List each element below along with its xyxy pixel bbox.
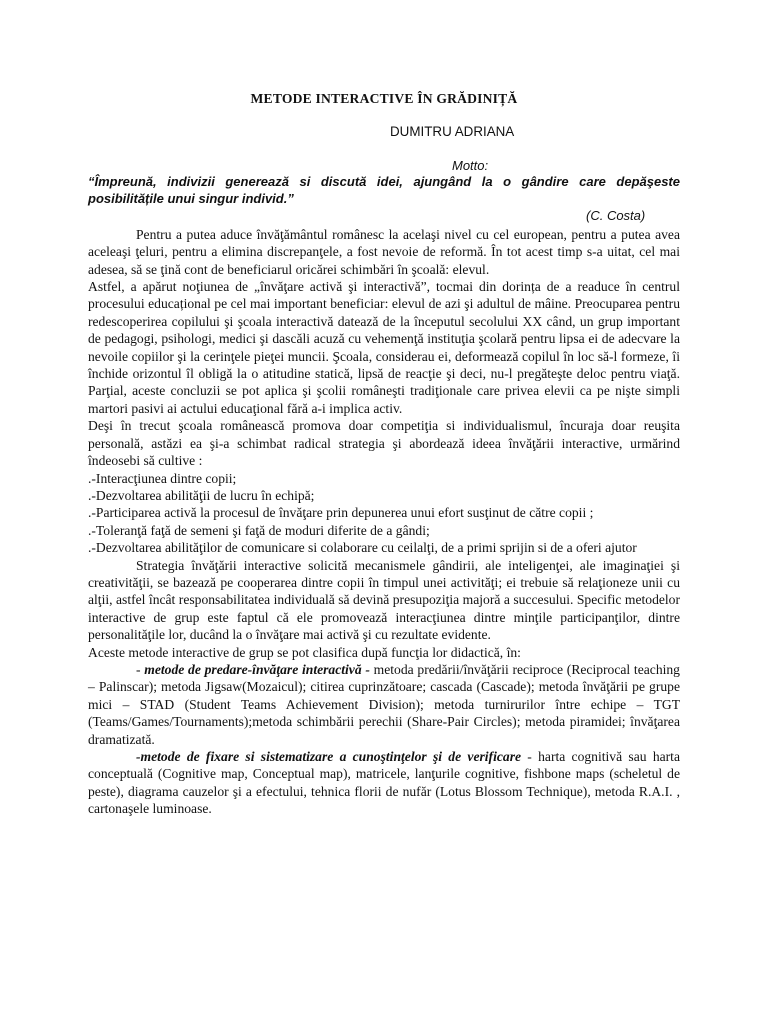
paragraph-reform: Pentru a putea aduce învăţământul românesc la acelaşi nivel cu cel european, pentru a putea avea aceleaşi ţeluri, pentru a elimina discrepanţele, a fost nevoie de reformă. În tot acest timp s-a uitat, cel mai adesea, să se ţină cont de beneficiarul oricărei schimbări în şcoală: elevul.: [88, 226, 680, 277]
list-item: .-Dezvoltarea abilităţilor de comunicare si colaborare cu ceilalţi, de a primi sprijin si de a oferi ajutor: [88, 540, 637, 556]
motto-text: “Împreună, indivizii generează si discută idei, ajungând la o gândire care depăşeste posibilitățile unui singur individ.”: [88, 174, 680, 206]
method-group-fixing: [88, 748, 680, 818]
list-item: .-Dezvoltarea abilităţii de lucru în echipă;: [88, 487, 315, 503]
paragraph-strategy: Strategia învăţării interactive solicită mecanismele gândirii, ale inteligenţei, ale imaginaţiei şi creativităţii, se bazează pe cooperarea dintre copii în timpul unei activităţi; ei trebuie să relaţioneze unii cu alţii, astfel încât responsabilitatea individuală să devină presupoziţia majoră a succesului. Specific metodelor interactive de grup este faptul că ele promovează interacţiunea dintre minţile participanţilor, dintre personalităţile lor, ducând la o învăţare mai activă şi cu rezultate evidente.: [88, 557, 680, 643]
method-group-prefix: -: [136, 661, 145, 677]
list-item: .-Participarea activă la procesul de învăţare prin depunerea unui efort susţinut de către copii ;: [88, 505, 594, 521]
author-name: DUMITRU ADRIANA: [390, 124, 515, 140]
method-group-heading: -metode de fixare si sistematizare a cunoştinţelor şi de verificare: [136, 749, 522, 764]
motto-source: (C. Costa): [586, 208, 646, 224]
method-group-teaching: [88, 661, 680, 748]
paragraph-active-learning: Astfel, a apărut noţiunea de „învăţare activă şi interactivă”, tocmai din dorința de a readuce în centrul procesului educațional pe cel mai important beneficiar: elevul de azi şi adultul de mâine. Preocuparea pentru redescoperirea copilului şi şcoala interactivă datează de la începutul secolului XX când, un grup important de pedagogi, psihologi, medici şi dascăli acuză cu vehemenţă instituţia şcolară pentru lipsa ei de adecvare la nevoile copiilor şi la cerinţele pieţei muncii. Şcoala, considerau ei, deformează copilul în loc să-l formeze, îi închide orizontul îl obligă la o atitudine statică, lipsă de reacţie şi deci, nu-l pregăteşte deloc pentru viaţă. Parţial, aceste concluzii se pot aplica şi şcolii româneşti tradiţionale care privea elevii ca pe nişte simpli martori pasivi ai actului educaţional fără a-i implica activ.: [88, 279, 680, 416]
list-item: .-Toleranţă faţă de semeni şi faţă de moduri diferite de a gândi;: [88, 522, 430, 538]
method-group-text: - harta cognitivă sau harta conceptuală (Cognitive map, Conceptual map), matricele, lanţurile cognitive, fishbone maps (scheletul de peste), diagrama cauzelor şi a efectului, tehnica florii de nufăr (Lotus Blossom Technique), metoda R.A.I. , cartonaşele luminoase.: [88, 749, 680, 817]
list-item: .-Interacţiunea dintre copii;: [88, 470, 237, 486]
method-group-heading: metode de predare-învăţare interactivă -: [144, 661, 370, 677]
document-title: METODE INTERACTIVE ÎN GRĂDINIȚĂ: [250, 91, 518, 106]
objectives-list: [88, 470, 680, 557]
motto-label: Motto:: [452, 157, 489, 173]
paragraph-romanian-school: Deşi în trecut şcoala românească promova doar competiţia si individualismul, încuraja doar reuşita personală, astăzi ea şi-a schimbat radical strategia şi abordează ideea învăţării interactive, urmărind îndeosebi să cultive :: [88, 418, 680, 469]
paragraph-classification: Aceste metode interactive de grup se pot clasifica după funcţia lor didactică, în:: [88, 644, 521, 660]
method-group-text: metoda predării/învăţării reciproce (Reciprocal teaching – Palinscar); metoda Jigsaw(Mozaicul); citirea cuprinzătoare; cascada (Cascade); metoda învăţării pe grupe mici – STAD (Student Teams Achievement Division); metoda turnirurilor între echipe – TGT (Teams/Games/Tournaments);metoda schimbării perechii (Share-Pair Circles); metoda piramidei; învăţarea dramatizată.: [88, 661, 680, 747]
